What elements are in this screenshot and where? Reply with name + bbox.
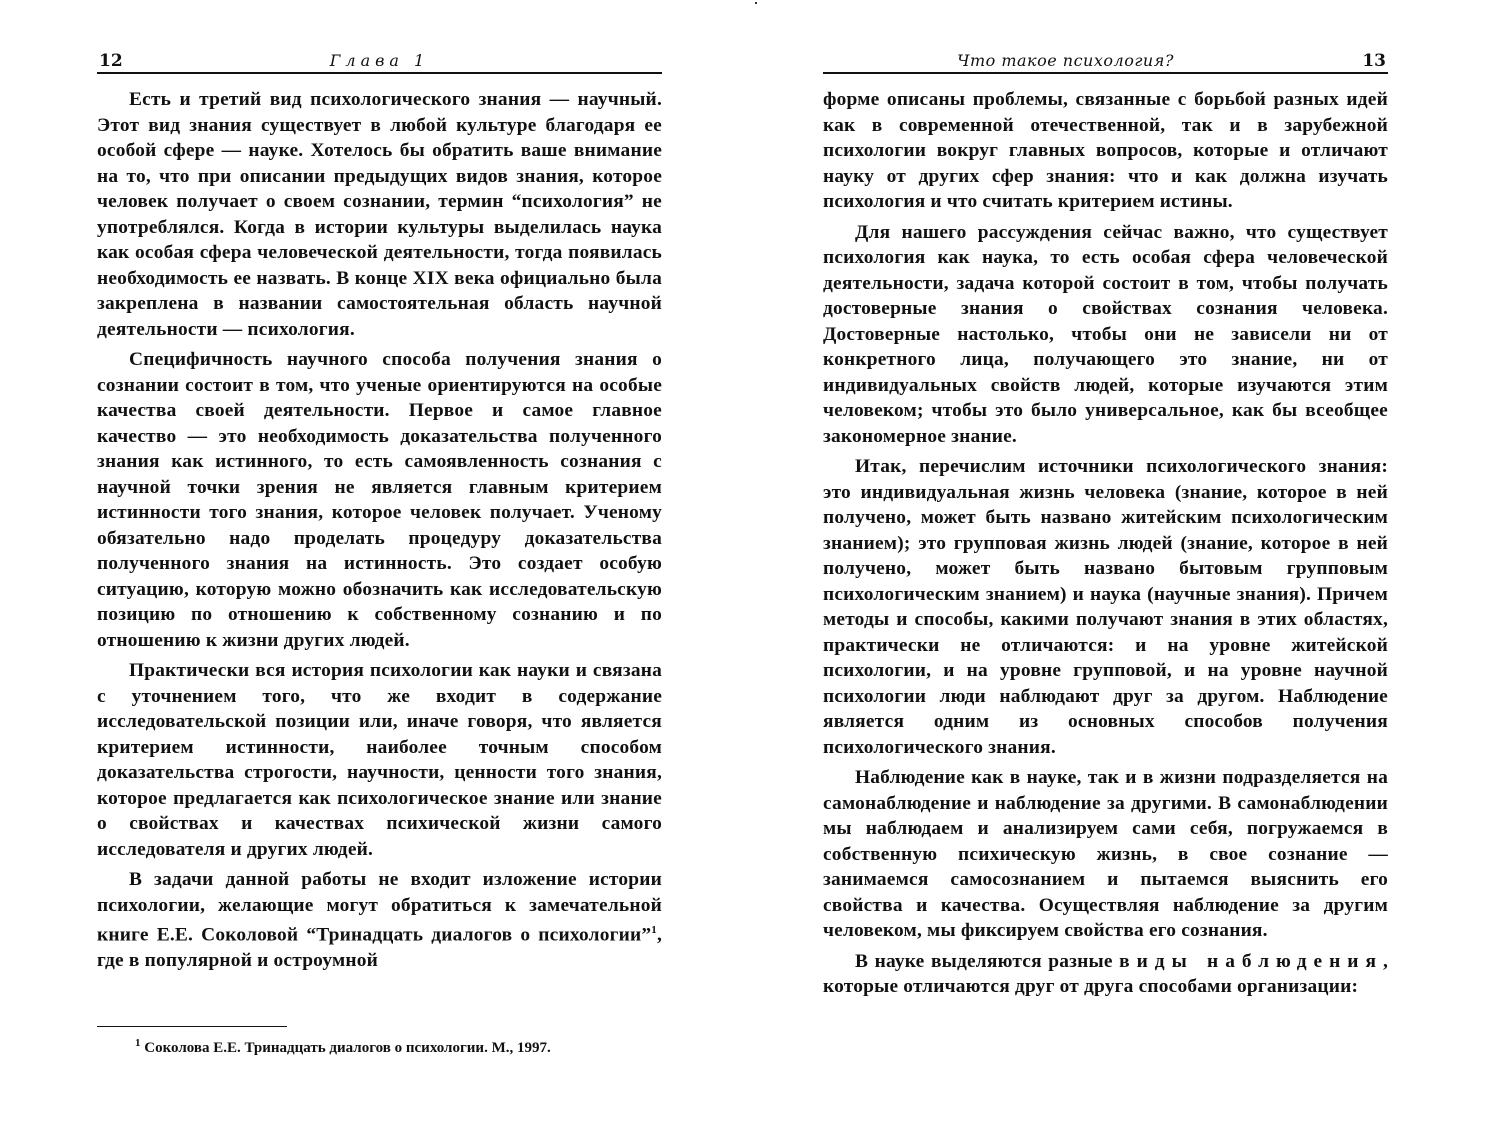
text-run: , где в популярной и остроумной xyxy=(97,924,662,971)
page-number: 13 xyxy=(1362,51,1386,71)
footnote-divider xyxy=(97,1026,287,1027)
paragraph: Практически вся история психологии как науки и связана с уточнением того, что же входит в содержание исследовательской позиции или, иначе говоря, что является критерием истинности, наиболее точным способом доказательства строгости, научности, ценности того знания, которое предлагается как психологическое знание или знание о свойствах и качествах психической жизни самого исследователя и других людей. xyxy=(97,660,662,860)
text-run: В науке выделяются разные xyxy=(855,950,1120,972)
paragraph: Для нашего рассуждения сейчас важно, что существует психология как наука, то есть особая сфера человеческой деятельности, задача которой состоит в том, чтобы получать достоверные знания о свойствах сознания человека. Достоверные настолько, чтобы они не зависели ни от конкретного лица, получающего это знание, ни от индивидуальных свойств людей, которые изучаются этим человеком; чтобы это было универсальное, как бы всеобщее закономерное знание. xyxy=(823,221,1388,447)
text-run: Итак, перечислим источники психологического знания: это индивидуальная жизнь человека (знание, которое в ней получено, может быть названо житейским психологическим знанием); это групповая жизнь людей (знание, которое в ней получено, может быть названо бытовым групповым психологическим знанием) и наука (научные знания). Причем методы и способы, какими получают знания в этих областях, практически не отличаются: и на уровне житейской психологии, и на уровне групповой, и на уровне научной психологии люди наблюдают друг за другом. xyxy=(823,456,1388,707)
scan-speck xyxy=(755,2,757,4)
bold-term: Наблюдение xyxy=(1278,685,1388,707)
paragraph: Наблюдение как в науке, так и в жизни подразделяется на самонаблюдение и наблюдение за другими. В самонаблюдении мы наблюдаем и анализируем сами себя, погружаемся в собственную психическую жизнь, в свое сознание — занимаемся самосознанием и пытаемся выяснить его свойства и качества. Осуществляя наблюдение за другим человеком, мы фиксируем свойства его сознания. xyxy=(823,767,1388,941)
paragraph xyxy=(823,454,1388,760)
paragraph xyxy=(97,87,662,342)
footnote-text: Соколова Е.Е. Тринадцать диалогов о психологии. М., 1997. xyxy=(144,1040,551,1056)
bold-term: научный xyxy=(577,89,657,110)
right-body-text xyxy=(823,87,1388,1000)
left-body-text xyxy=(97,87,662,973)
text-run: В задачи данной работы не входит изложение истории психологии, желающие могут обратиться к замечательной книге Е.Е. Соколовой “Тринадцать диалогов о психологии” xyxy=(97,869,662,946)
footnote-ref: 1 xyxy=(651,924,657,936)
paragraph xyxy=(823,949,1388,1000)
paragraph-continuation: форме описаны проблемы, связанные с борьбой разных идей как в современной отечественной, так и в зарубежной психологии вокруг главных вопросов, которые и отличают науку от других сфер знания: что и как должна изучать психология и что считать критерием истины. xyxy=(823,89,1388,212)
page-number: 12 xyxy=(99,51,123,71)
chapter-title: Глава 1 xyxy=(329,51,430,70)
text-run: Есть и третий вид психологического знания — xyxy=(129,89,578,110)
left-running-head xyxy=(97,50,662,74)
right-running-head xyxy=(823,50,1388,74)
paragraph: Специфичность научного способа получения знания о сознании состоит в том, что ученые ориентируются на особые качества своей деятельности. Первое и самое главное качество — это необходимость доказательства полученного знания как истинного, то есть самоявленность сознания с научной точки зрения не является главным критерием истинности того знания, которое человек получает. Ученому обязательно надо проделать процедуру доказательства полученного знания на истинность. Это создает особую ситуацию, которую можно обозначить как исследовательскую позицию по отношению к собственному сознанию и по отношению к жизни других людей. xyxy=(97,349,662,651)
text-run: является одним из основных способов получения психологического знания. xyxy=(823,711,1388,758)
text-run: . Этот вид знания существует в любой культуре благодаря ее особой сфере — науке. Хотелось бы обратить ваше внимание на то, что при описании предыдущих видов знания, которое человек получает о своем сознании, термин “психология” не употреблялся. Когда в истории культуры выделилась наука как особая сфера человеческой деятельности, тогда появилась необходимость ее назвать. В конце XIX века официально была закреплена в названии самостоятельная область научной деятельности — психология. xyxy=(97,89,662,340)
spaced-term: виды наблюдения xyxy=(1119,950,1383,972)
section-title: Что такое психология? xyxy=(957,51,1174,70)
paragraph xyxy=(97,867,662,973)
footnote-marker: 1 xyxy=(135,1037,141,1049)
text-run: , которые отличаются друг от друга способами организации: xyxy=(823,950,1389,997)
footnote xyxy=(135,1033,665,1058)
